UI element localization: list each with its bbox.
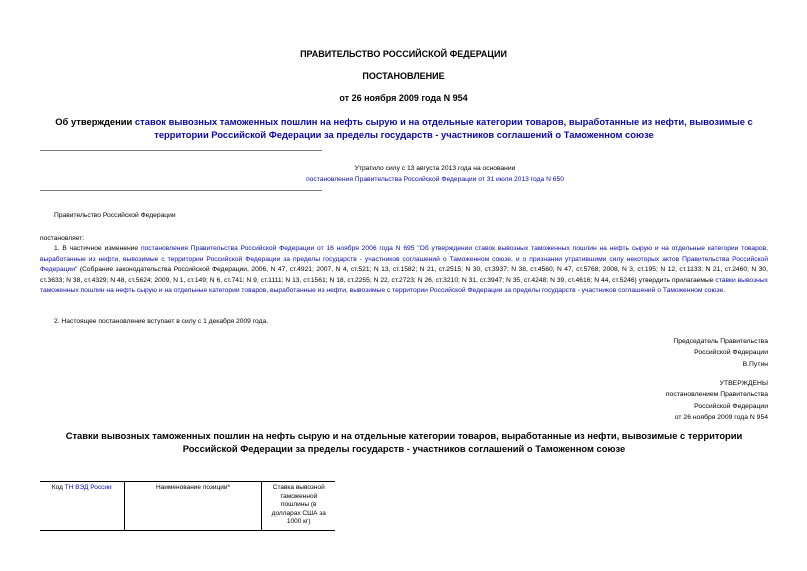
resolution-695-link[interactable]: постановления Правительства Российской Федерации от 16 ноября 2006 года N 695 "Об утверждении ставок вывозных таможенных пошлин на нефть сырую и на отдельные категории товаров, выработанные из нефти, вывозимые с территории Российской Федерации за пределы государств - участников соглашений о Таможенном союзе, и о признании утратившими силу некоторых актов Правительства Российской Федерации" [40, 245, 768, 274]
divider-top [40, 150, 322, 151]
signature-line-1: Председатель Правительства [673, 338, 768, 345]
rates-title: Ставки вывозных таможенных пошлин на нефть сырую и на отдельные категории товаров, выработанные из нефти, вывозимые с территории Российской Федерации за пределы государств - участников соглашений о Таможенном союзе [65, 430, 743, 454]
tn-ved-link[interactable]: ТН ВЭД России [64, 484, 112, 491]
column-header-name: Наименование позиции* [124, 481, 262, 530]
rates-table [40, 481, 335, 531]
approval-line-3: Российской Федерации [694, 402, 768, 410]
government-heading: ПРАВИТЕЛЬСТВО РОССИЙСКОЙ ФЕДЕРАЦИИ [300, 49, 507, 59]
column-header-code-prefix: Код [51, 484, 65, 491]
document-type: ПОСТАНОВЛЕНИЕ [362, 71, 445, 81]
paragraph-2: 2. Настоящее постановление вступает в силу с 1 декабря 2009 года. [54, 318, 269, 325]
paragraph-1-start: 1. В частичное изменение [54, 245, 141, 252]
table-header-row [40, 481, 335, 530]
paragraph-1-citation: (Собрание законодательства Российской Федерации, 2006, N 47, ст.4921; 2007, N 4, ст.521; N 13, ст.1582; N 21, ст.2515; N 30, ст.3937; N 38, ст.4560; N 47, ст.5768; 2008, N 3, ст.195; N 12, ст.1133; N 21, ст.2460; N 30, ст.3633; N 38, ст.4329; N 48, ст.5624; 2009, N 1, ст.149; N 6, ст.741; N 9, ст.1111; N 13, ст.1561; N 18, ст.2255; N 22, ст.2723; N 26, ст.3210; N 31, ст.3947; N 35, ст.4248; N 39, ст.4616; N 44, ст.5246) утвердить прилагаемые [40, 266, 768, 284]
approval-line-1: УТВЕРЖДЕНЫ [719, 380, 768, 387]
signature-line-2: Российской Федерации [694, 349, 768, 357]
title-link[interactable]: ставок вывозных таможенных пошлин на нефть сырую и на отдельные категории товаров, выработанные из нефти, вывозимые с территории Российской Федерации за пределы государств - участников соглашений о Таможенном союзе [134, 116, 753, 140]
column-header-code [40, 481, 124, 530]
signature-block [540, 336, 768, 370]
signature-name: В.Путин [742, 360, 768, 368]
paragraph-1 [40, 244, 768, 297]
resolves-label: постановляет: [40, 235, 85, 242]
status-line: Утратило силу с 13 августа 2013 года на основании [354, 165, 516, 172]
title-prefix: Об утверждении [55, 116, 135, 127]
approval-block [540, 378, 768, 423]
document-date-number: от 26 ноября 2009 года N 954 [339, 93, 468, 103]
document-title [40, 116, 768, 141]
column-header-rate: Ставка вывозной таможенной пошлины (в долларах США за 1000 кг) [262, 481, 335, 530]
divider-bottom [40, 190, 322, 191]
government-name: Правительство Российской Федерации [54, 212, 176, 219]
paragraph-1-end: . [723, 287, 726, 295]
approval-line-4: от 26 ноября 2009 года N 954 [674, 413, 768, 421]
status-repeal-link[interactable]: постановления Правительства Российской Федерации от 31 июля 2013 года N 650 [306, 176, 564, 183]
rates-link[interactable]: ставки вывозных таможенных пошлин на нефть сырую и на отдельные категории товаров, выработанные из нефти, вывозимые с территории Российской Федерации за пределы государств - участников соглашений о Таможенном союзе [40, 276, 768, 295]
approval-line-2: постановлением Правительства [665, 391, 768, 399]
